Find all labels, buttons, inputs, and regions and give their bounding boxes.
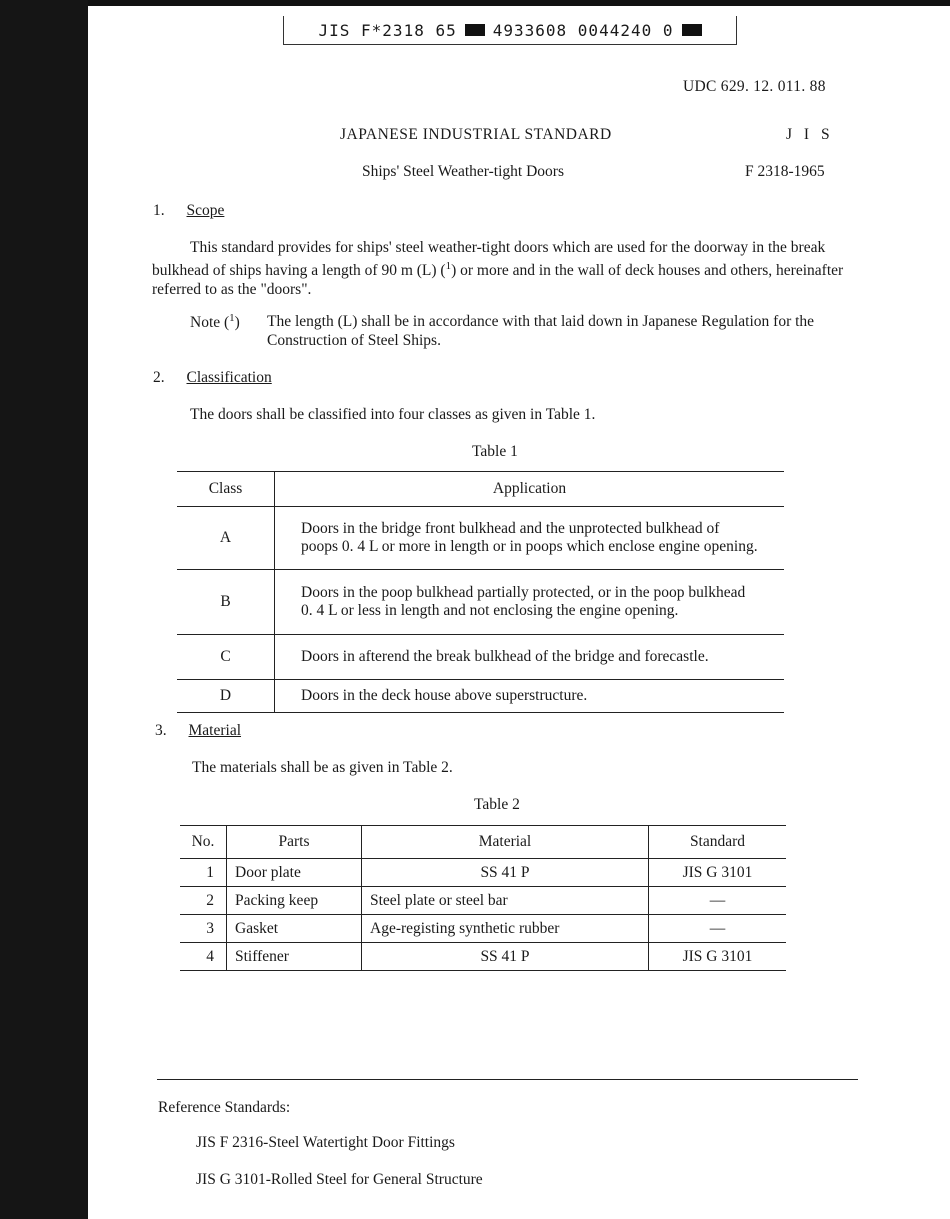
table-header-row: [177, 472, 784, 507]
table-cell: JIS G 3101: [649, 859, 787, 887]
table-cell: Doors in the bridge front bulkhead and the unprotected bulkhead of poops 0. 4 L or more in length or in poops which enclose engine opening.: [275, 507, 785, 570]
section-3-heading: 3. Material: [155, 722, 242, 739]
standard-title: JAPANESE INDUSTRIAL STANDARD: [340, 126, 612, 143]
header-code-mid: 4933608 0044240 0: [492, 20, 674, 40]
section-2-heading: 2. Classification: [153, 369, 272, 386]
table-cell: SS 41 P: [362, 943, 649, 971]
section-title: Classification: [186, 369, 272, 386]
jis-number: F 2318-1965: [745, 163, 825, 180]
table-cell: Packing keep: [227, 887, 362, 915]
table-header-cell: Parts: [227, 826, 362, 859]
section-title: Material: [188, 722, 242, 739]
table-header-cell: Material: [362, 826, 649, 859]
table-cell: —: [649, 887, 787, 915]
header-code-left: JIS F*2318 65: [318, 20, 457, 40]
classification-table: [177, 471, 784, 713]
reference-standards-title: Reference Standards:: [158, 1099, 291, 1116]
table-row: [180, 887, 786, 915]
table-1-caption: Table 1: [472, 443, 518, 460]
section-1-heading: [153, 202, 224, 220]
scan-margin-bar: [0, 0, 88, 1219]
reference-item: JIS G 3101-Rolled Steel for General Structure: [196, 1171, 483, 1188]
table-cell: 2: [180, 887, 227, 915]
note-text: The length (L) shall be in accordance with that laid down in Japanese Regulation for the Construction of Steel Ships.: [267, 313, 815, 349]
table-row: [180, 943, 786, 971]
scan-top-strip: [88, 0, 950, 6]
table-cell: Doors in the deck house above superstructure.: [275, 680, 785, 713]
material-paragraph: The materials shall be as given in Table 2.: [192, 759, 453, 776]
table-header-cell: Standard: [649, 826, 787, 859]
header-code-box: [283, 16, 737, 45]
table-cell: —: [649, 915, 787, 943]
table-cell: Age-registing synthetic rubber: [362, 915, 649, 943]
table-cell: Stiffener: [227, 943, 362, 971]
table-cell: C: [177, 635, 275, 680]
table-cell: JIS G 3101: [649, 943, 787, 971]
section-title: Scope: [186, 202, 225, 219]
table-cell: Gasket: [227, 915, 362, 943]
table-header-cell: Class: [177, 472, 275, 507]
table-cell: Steel plate or steel bar: [362, 887, 649, 915]
table-2-caption: Table 2: [474, 796, 520, 813]
table-cell: 4: [180, 943, 227, 971]
classification-paragraph: The doors shall be classified into four classes as given in Table 1.: [190, 406, 596, 423]
table-row: [177, 680, 784, 713]
reference-item: JIS F 2316-Steel Watertight Door Fittings: [196, 1134, 455, 1151]
table-cell: SS 41 P: [362, 859, 649, 887]
table-cell: Doors in the poop bulkhead partially protected, or in the poop bulkhead 0. 4 L or less in length and not enclosing the engine opening.: [275, 570, 785, 635]
footnote-divider: [157, 1079, 858, 1080]
table-cell: Door plate: [227, 859, 362, 887]
table-row: [180, 859, 786, 887]
redaction-block: [682, 24, 702, 36]
table-cell: A: [177, 507, 275, 570]
jis-label: J I S: [786, 126, 834, 143]
table-row: [177, 570, 784, 635]
table-cell: 3: [180, 915, 227, 943]
table-cell: B: [177, 570, 275, 635]
section-number: 1.: [153, 202, 165, 219]
materials-table: [180, 825, 786, 971]
table-cell: D: [177, 680, 275, 713]
table-row: [177, 507, 784, 570]
table-row: [180, 915, 786, 943]
table-cell: Doors in afterend the break bulkhead of the bridge and forecastle.: [275, 635, 785, 680]
scope-paragraph: This standard provides for ships' steel weather-tight doors which are used for the doorway in the break bulkhead of ships having a length of 90 m (L) ($^1$) or more and in the wall of deck houses and others, hereinafter referred to as the "doors".: [152, 239, 844, 299]
table-header-cell: No.: [180, 826, 227, 859]
document-subtitle: Ships' Steel Weather-tight Doors: [362, 163, 564, 180]
table-cell: 1: [180, 859, 227, 887]
udc-number: UDC 629. 12. 011. 88: [683, 78, 826, 95]
table-header-row: [180, 826, 786, 859]
table-row: [177, 635, 784, 680]
table-header-cell: Application: [275, 472, 785, 507]
note-label: Note ($^1$): [190, 312, 240, 332]
redaction-block: [465, 24, 485, 36]
